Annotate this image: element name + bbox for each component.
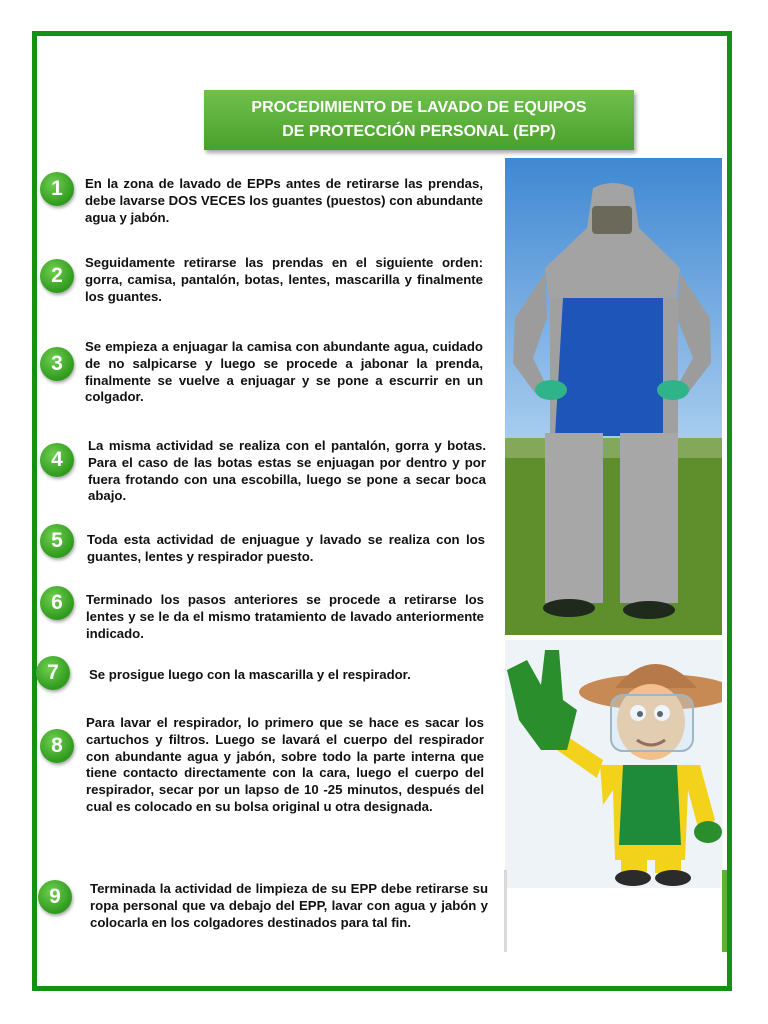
step-text-5: Toda esta actividad de enjuague y lavado se realiza con los guantes, lentes y respirador puesto. (87, 532, 485, 564)
step-text-2: Seguidamente retirarse las prendas en el siguiente orden: gorra, camisa, pantalón, botas, lentes, mascarilla y finalmente los guantes. (85, 255, 483, 304)
step-text-9: Terminada la actividad de limpieza de su EPP debe retirarse su ropa personal que va debajo del EPP, lavar con agua y jabón y colocarla en los colgadores destinados para tal fin. (90, 881, 488, 930)
step-text-3: Se empieza a enjuagar la camisa con abundante agua, cuidado de no salpicarse y luego se procede a jabonar la prenda, finalmente se vuelve a enjuagar y se pone a escurrir en un colgador. (85, 339, 483, 405)
step-number-1: 1 (40, 172, 74, 206)
step-number-9: 9 (38, 880, 72, 914)
title-line-2: DE PROTECCIÓN PERSONAL (EPP) (282, 123, 556, 140)
ppe-suit-illustration (505, 158, 722, 635)
step-text-6: Terminado los pasos anteriores se procede a retirarse los lentes y se le da el mismo tratamiento de lavado anteriormente indicado. (86, 592, 484, 641)
step-text-8: Para lavar el respirador, lo primero que se hace es sacar los cartuchos y filtros. Luego se lavará el cuerpo del respirador con abundante agua y jabón, sobre todo la parte interna que tiene contacto directamente con la cara, luego el cuerpo del respirador, secar por un lapso de 10 -25 minutos, después del cual es colocado en su bolsa original u otra designada. (86, 715, 484, 814)
step-number-5: 5 (40, 524, 74, 558)
title-line-1: PROCEDIMIENTO DE LAVADO DE EQUIPOS (251, 99, 587, 116)
step-number-7: 7 (36, 656, 70, 690)
step-number-6: 6 (40, 586, 74, 620)
ppe-suit-photo (505, 158, 722, 635)
decorative-edge-right (722, 870, 727, 952)
step-text-4: La misma actividad se realiza con el pantalón, gorra y botas. Para el caso de las botas estas se enjuagan por dentro y por fuera frotando con una escobilla, luego se pone a secar boca abajo. (88, 438, 486, 504)
step-number-4: 4 (40, 443, 74, 477)
decorative-edge-left (504, 870, 507, 952)
step-text-1: En la zona de lavado de EPPs antes de retirarse las prendas, debe lavarse DOS VECES los guantes (puestos) con abundante agua y jabón. (85, 176, 483, 225)
step-number-8: 8 (40, 729, 74, 763)
cartoon-farmer-image (505, 640, 722, 888)
step-text-7: Se prosigue luego con la mascarilla y el respirador. (89, 667, 411, 682)
cartoon-farmer-illustration (505, 640, 722, 888)
step-number-3: 3 (40, 347, 74, 381)
step-number-2: 2 (40, 259, 74, 293)
title-banner (204, 90, 634, 150)
